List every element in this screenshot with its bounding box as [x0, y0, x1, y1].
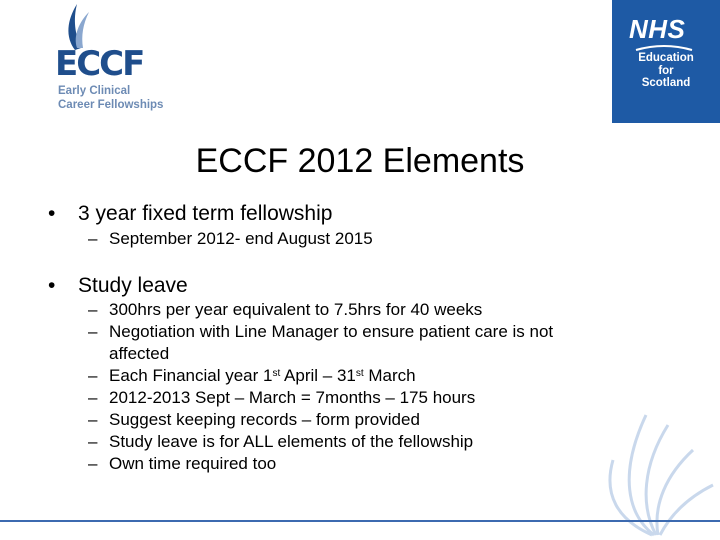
sub-text-a: Each Financial year 1	[109, 366, 273, 385]
eccf-subtitle-line1: Early Clinical	[58, 85, 131, 97]
sub-dash: –	[88, 454, 98, 473]
sub-text: September 2012- end August 2015	[109, 229, 373, 248]
sub-text	[109, 365, 416, 387]
sub-dash: –	[88, 388, 98, 407]
eccf-subtitle-line2: Career Fellowships	[58, 99, 164, 111]
sub-text: 2012-2013 Sept – March = 7months – 175 hours	[109, 388, 476, 407]
eccf-subtitle	[58, 84, 178, 112]
sub-dash: –	[88, 410, 98, 429]
nhs-wordmark: NHS	[629, 14, 686, 44]
sub-dash: –	[88, 366, 98, 385]
eccf-wordmark: ECCF	[55, 44, 144, 84]
sub-text: Study leave is for ALL elements of the fellowship	[109, 432, 474, 451]
sub-text-c: March	[363, 366, 416, 385]
bullet-dot: •	[48, 202, 56, 225]
nhs-line-education: Education	[638, 52, 694, 64]
bullet-dot: •	[48, 274, 56, 297]
sub-text: 300hrs per year equivalent to 7.5hrs for 40 weeks	[109, 300, 483, 319]
swoosh-icon	[634, 44, 694, 52]
nhs-logo	[612, 0, 720, 123]
sub-text-b: April – 31	[280, 366, 356, 385]
sub-dash: –	[88, 432, 98, 451]
sup-st: st	[355, 368, 364, 379]
slide-title: ECCF 2012 Elements	[195, 142, 525, 180]
sub-text: Suggest keeping records – form provided	[109, 410, 420, 429]
nhs-line-scotland: Scotland	[641, 77, 691, 89]
bullet-text: Study leave	[78, 274, 188, 297]
sub-dash: –	[88, 322, 98, 341]
eccf-logo	[50, 0, 164, 120]
sub-text: affected	[109, 344, 170, 363]
sub-dash: –	[88, 229, 98, 248]
sub-text: Own time required too	[109, 454, 277, 473]
nhs-line-for: for	[658, 64, 674, 77]
sup-st: st	[272, 368, 281, 379]
sub-dash: –	[88, 300, 98, 319]
footer-divider	[0, 520, 720, 522]
nhs-org-name	[612, 52, 720, 90]
sub-text: Negotiation with Line Manager to ensure patient care is not	[109, 322, 554, 341]
bullet-text: 3 year fixed term fellowship	[78, 202, 333, 225]
